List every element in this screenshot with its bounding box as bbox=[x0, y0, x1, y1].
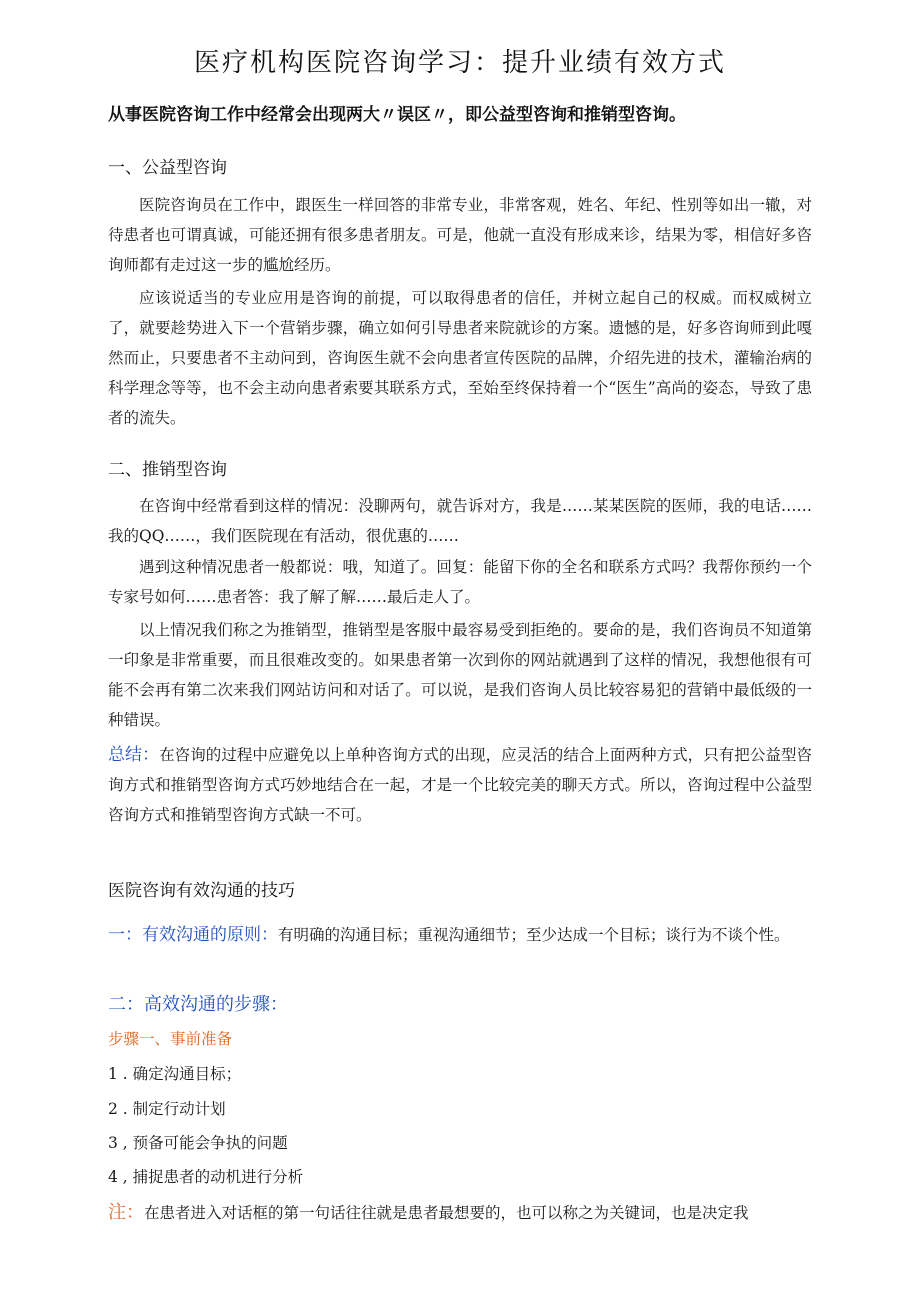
note-label: 注： bbox=[108, 1202, 144, 1223]
paragraph: 遇到这种情况患者一般都说：哦，知道了。回复：能留下你的全名和联系方式吗？我帮你预约一个专家号如何……患者答：我了解了解……最后走人了。 bbox=[108, 558, 812, 606]
note-line bbox=[108, 1198, 749, 1224]
page-title: 医疗机构医院咨询学习：提升业绩有效方式 bbox=[193, 48, 726, 78]
section-heading-communication: 医院咨询有效沟通的技巧 bbox=[108, 881, 295, 901]
list-item: 3 , 预备可能会争执的问题 bbox=[108, 1134, 288, 1152]
summary-label: 总结： bbox=[108, 745, 160, 765]
principle-paragraph bbox=[108, 920, 812, 950]
list-item: 4 , 捕捉患者的动机进行分析 bbox=[108, 1168, 304, 1186]
section-heading-sales: 二、推销型咨询 bbox=[108, 460, 227, 480]
paragraph: 应该说适当的专业应用是咨询的前提，可以取得患者的信任，并树立起自己的权威。而权威树立了，就要趁势进入下一个营销步骤，确立如何引导患者来院就诊的方案。遗憾的是，好多咨询师到此嘎然而止，只要患者不主动问到，咨询医生就不会向患者宣传医院的品牌，介绍先进的技术，灌输治病的科学理念等等，也不会主动向患者索要其联系方式，至始至终保持着一个“医生”高尚的姿态，导致了患者的流失。 bbox=[108, 289, 812, 427]
paragraph: 以上情况我们称之为推销型，推销型是客服中最容易受到拒绝的。要命的是，我们咨询员不知道第一印象是非常重要，而且很难改变的。如果患者第一次到你的网站就遇到了这样的情况，我想他很有可能不会再有第二次来我们网站访问和对话了。可以说，是我们咨询人员比较容易犯的营销中最低级的一种错误。 bbox=[108, 621, 812, 729]
note-text: 在患者进入对话框的第一句话往往就是患者最想要的，也可以称之为关键词，也是决定我 bbox=[144, 1204, 749, 1222]
summary-paragraph bbox=[108, 740, 812, 830]
summary-text: 在咨询的过程中应避免以上单种咨询方式的出现，应灵活的结合上面两种方式，只有把公益型咨询方式和推销型咨询方式巧妙地结合在一起，才是一个比较完美的聊天方式。所以，咨询过程中公益型咨询方式和推销型咨询方式缺一不可。 bbox=[108, 746, 812, 824]
paragraph: 在咨询中经常看到这样的情况：没聊两句，就告诉对方，我是……某某医院的医师，我的电话……我的QQ……，我们医院现在有活动，很优惠的…… bbox=[108, 497, 812, 545]
steps-label: 二：高效沟通的步骤： bbox=[108, 994, 288, 1015]
list-item: 2 . 制定行动计划 bbox=[108, 1100, 226, 1118]
paragraph: 医院咨询员在工作中，跟医生一样回答的非常专业，非常客观，姓名、年纪、性别等如出一辙，对待患者也可谓真诚，可能还拥有很多患者朋友。可是，他就一直没有形成来诊，结果为零，相信好多咨询师都有走过这一步的尴尬经历。 bbox=[108, 196, 812, 274]
lead-sentence: 从事医院咨询工作中经常会出现两大〃误区〃，即公益型咨询和推销型咨询。 bbox=[108, 105, 686, 125]
section-heading-public-welfare: 一、公益型咨询 bbox=[108, 158, 227, 178]
list-item: 1 . 确定沟通目标； bbox=[108, 1065, 242, 1083]
principle-text: 有明确的沟通目标；重视沟通细节；至少达成一个目标；谈行为不谈个性。 bbox=[278, 926, 790, 944]
step1-heading: 步骤一、事前准备 bbox=[108, 1030, 233, 1048]
principle-label: 一：有效沟通的原则： bbox=[108, 925, 278, 945]
